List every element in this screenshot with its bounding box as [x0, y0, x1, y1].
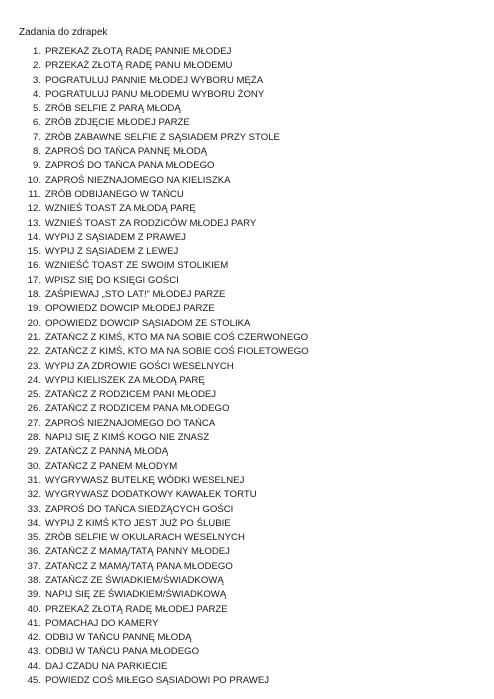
- task-text: DAJ CZADU NA PARKIECIE: [45, 660, 168, 672]
- task-number: 22.: [27, 346, 41, 358]
- task-text: ZAŚPIEWAJ „STO LAT!” MŁODEJ PARZE: [45, 289, 226, 301]
- task-number: 25.: [27, 389, 41, 401]
- task-number: 2.: [32, 60, 41, 72]
- task-number: 16.: [27, 260, 41, 272]
- task-number: 31.: [27, 474, 41, 486]
- task-number: 1.: [32, 46, 41, 57]
- task-number: 35.: [27, 532, 41, 544]
- task-text: NAPIJ SIĘ Z KIMŚ KOGO NIE ZNASZ: [45, 432, 210, 444]
- task-text: ZATAŃCZ Z RODZICEM PANI MŁODEJ: [45, 389, 217, 401]
- task-number: 23.: [27, 360, 41, 372]
- task-number: 6.: [32, 117, 41, 129]
- task-number: 33.: [27, 503, 41, 515]
- task-text: WPISZ SIĘ DO KSIĘGI GOŚCI: [45, 274, 179, 286]
- task-number: 15.: [27, 246, 41, 258]
- task-text: ZAPROŚ NIEZNAJOMEGO DO TAŃCA: [45, 417, 216, 429]
- task-text: OPOWIEDZ DOWCIP MŁODEJ PARZE: [45, 303, 215, 315]
- task-text: ZRÓB ZDJĘCIE MŁODEJ PARZE: [45, 117, 190, 129]
- task-number: 9.: [32, 160, 41, 172]
- task-text: ZAPROŚ NIEZNAJOMEGO NA KIELISZKA: [45, 174, 231, 186]
- task-number: 7.: [32, 131, 41, 143]
- task-text: ZATAŃCZ Z RODZICEM PANA MŁODEGO: [45, 403, 230, 415]
- task-text: ZATAŃCZ Z MAMĄ/TATĄ PANNY MŁODEJ: [45, 546, 230, 558]
- task-number: 8.: [32, 146, 41, 158]
- task-number: 37.: [27, 560, 41, 572]
- task-text: ZAPROŚ DO TAŃCA PANNĘ MŁODĄ: [45, 146, 208, 158]
- task-text: PRZEKAŻ ZŁOTĄ RADĘ PANU MŁODEMU: [45, 60, 233, 72]
- task-text: WYPIJ Z SĄSIADEM Z PRAWEJ: [45, 231, 186, 243]
- task-number: 10.: [27, 174, 41, 186]
- task-number: 44.: [27, 660, 41, 672]
- task-number: 18.: [27, 289, 41, 301]
- task-text: ZATAŃCZ Z KIMŚ, KTO MA NA SOBIE COŚ CZERWONEGO: [45, 331, 309, 343]
- task-number: 42.: [27, 632, 41, 644]
- task-text: PRZEKAŻ ZŁOTĄ RADĘ MŁODEJ PARZE: [45, 603, 228, 615]
- task-number: 43.: [27, 646, 41, 658]
- task-number: 4.: [32, 88, 41, 100]
- task-number: 3.: [32, 74, 41, 86]
- task-text: ZRÓB ZABAWNE SELFIE Z SĄSIADEM PRZY STOLE: [45, 131, 280, 143]
- task-number: 13.: [27, 217, 41, 229]
- task-number: 36.: [27, 546, 41, 558]
- task-text: ZATAŃCZ Z KIMŚ, KTO MA NA SOBIE COŚ FIOLETOWEGO: [45, 346, 309, 358]
- task-text: NAPIJ SIĘ ZE ŚWIADKIEM/ŚWIADKOWĄ: [45, 589, 227, 601]
- task-text: WZNIEŚ TOAST ZA MŁODĄ PARĘ: [45, 203, 196, 215]
- task-number: 12.: [27, 203, 41, 215]
- task-number: 41.: [27, 617, 41, 629]
- task-text: ZAPROŚ DO TAŃCA PANA MŁODEGO: [45, 160, 215, 172]
- task-text: ZATAŃCZ Z PANNĄ MŁODĄ: [45, 446, 169, 458]
- task-number: 38.: [27, 574, 41, 586]
- task-text: ZRÓB SELFIE Z PARĄ MŁODĄ: [45, 103, 181, 115]
- task-text: POGRATULUJ PANNIE MŁODEJ WYBORU MĘŻA: [45, 74, 264, 86]
- task-text: POWIEDZ COŚ MIŁEGO SĄSIADOWI PO PRAWEJ: [45, 675, 270, 687]
- task-text: ZRÓB SELFIE W OKULARACH WESELNYCH: [45, 532, 245, 544]
- task-number: 32.: [27, 489, 41, 501]
- task-text: ZATAŃCZ ZE ŚWIADKIEM/ŚWIADKOWĄ: [45, 574, 224, 586]
- task-text: ZAPROŚ DO TAŃCA SIEDZĄCYCH GOŚCI: [45, 503, 234, 515]
- task-text: WZNIEŚĆ TOAST ZE SWOIM STOLIKIEM: [45, 260, 229, 272]
- task-number: 28.: [27, 432, 41, 444]
- task-text: WYPIJ ZA ZDROWIE GOŚCI WESELNYCH: [45, 360, 234, 372]
- task-text: WYPIJ KIELISZEK ZA MŁODĄ PARĘ: [45, 374, 205, 386]
- task-text: WYPIJ Z KIMŚ KTO JEST JUŻ PO ŚLUBIE: [45, 517, 231, 529]
- task-number: 30.: [27, 460, 41, 472]
- task-number: 11.: [28, 188, 41, 200]
- task-text: WZNIEŚ TOAST ZA RODZICÓW MŁODEJ PARY: [45, 217, 257, 229]
- task-number: 39.: [27, 589, 41, 601]
- task-text: ZATAŃCZ Z PANEM MŁODYM: [45, 460, 178, 472]
- document-title: Zadania do zdrapek: [19, 27, 108, 38]
- task-text: ODBIJ W TAŃCU PANA MŁODEGO: [45, 646, 200, 658]
- task-text: ZRÓB ODBIJANEGO W TAŃCU: [45, 188, 184, 200]
- task-number: 14.: [27, 231, 41, 243]
- task-text: OPOWIEDZ DOWCIP SĄSIADOM ZE STOLIKA: [45, 317, 251, 329]
- task-number: 26.: [27, 403, 41, 415]
- task-number: 5.: [32, 103, 41, 115]
- task-number: 17.: [27, 274, 41, 286]
- task-number: 29.: [27, 446, 41, 458]
- task-number: 27.: [27, 417, 41, 429]
- task-text: ODBIJ W TAŃCU PANNĘ MŁODĄ: [45, 632, 192, 644]
- task-number: 45.: [27, 675, 41, 687]
- task-text: WYPIJ Z SĄSIADEM Z LEWEJ: [45, 246, 179, 258]
- task-text: WYGRYWASZ DODATKOWY KAWAŁEK TORTU: [45, 489, 257, 501]
- task-number: 24.: [27, 374, 41, 386]
- task-text: POMACHAJ DO KAMERY: [45, 617, 159, 629]
- task-text: PRZEKAŻ ZŁOTĄ RADĘ PANNIE MŁODEJ: [45, 46, 232, 57]
- task-number: 19.: [27, 303, 41, 315]
- task-number: 34.: [27, 517, 41, 529]
- task-number: 40.: [27, 603, 41, 615]
- task-text: POGRATULUJ PANU MŁODEMU WYBORU ŻONY: [45, 88, 265, 100]
- task-number: 20.: [27, 317, 41, 329]
- task-number: 21.: [27, 331, 41, 343]
- task-text: ZATAŃCZ Z MAMĄ/TATĄ PANA MŁODEGO: [45, 560, 233, 572]
- task-text: WYGRYWASZ BUTELKĘ WÓDKI WESELNEJ: [45, 474, 245, 486]
